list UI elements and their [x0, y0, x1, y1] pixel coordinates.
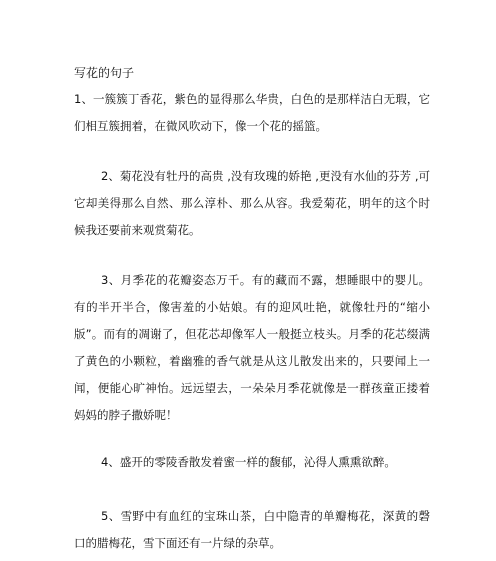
document-title: 写花的句子	[74, 66, 135, 80]
paragraph-2: 2、菊花没有牡丹的高贵 ,没有玫瑰的娇艳 ,更没有水仙的芬芳 ,可它却美得那么自然、那么淳朴、那么从容。我爱菊花，明年的这个时候我还要前来观赏菊花。	[74, 169, 430, 237]
paragraph-1: 1、一簇簇丁香花，紫色的显得那么华贵，白色的是那样洁白无瑕，它们相互簇拥着，在微风吹动下，像一个花的摇篮。	[74, 92, 430, 133]
paragraph-5: 5、雪野中有血红的宝珠山茶，白中隐青的单瓣梅花，深黄的磬口的腊梅花，雪下面还有一片绿的杂草。	[74, 509, 430, 550]
paragraph-3: 3、月季花的花瓣姿态万千。有的藏而不露，想睡眼中的婴儿。有的半开半合，像害羞的小姑娘。有的迎风吐艳，就像牡丹的“缩小版”。而有的凋谢了，但花芯却像军人一般挺立枝头。月季的花芯缀满了黄色的小颗粒，着幽雅的香气就是从这儿散发出来的，只要闻上一闻，便能心旷神怡。远远望去，一朵朵月季花就像是一群孩童正搂着妈妈的脖子撒娇呢！	[74, 273, 430, 422]
paragraph-4: 4、盛开的零陵香散发着蜜一样的馥郁，沁得人熏熏欲醉。	[101, 455, 396, 469]
